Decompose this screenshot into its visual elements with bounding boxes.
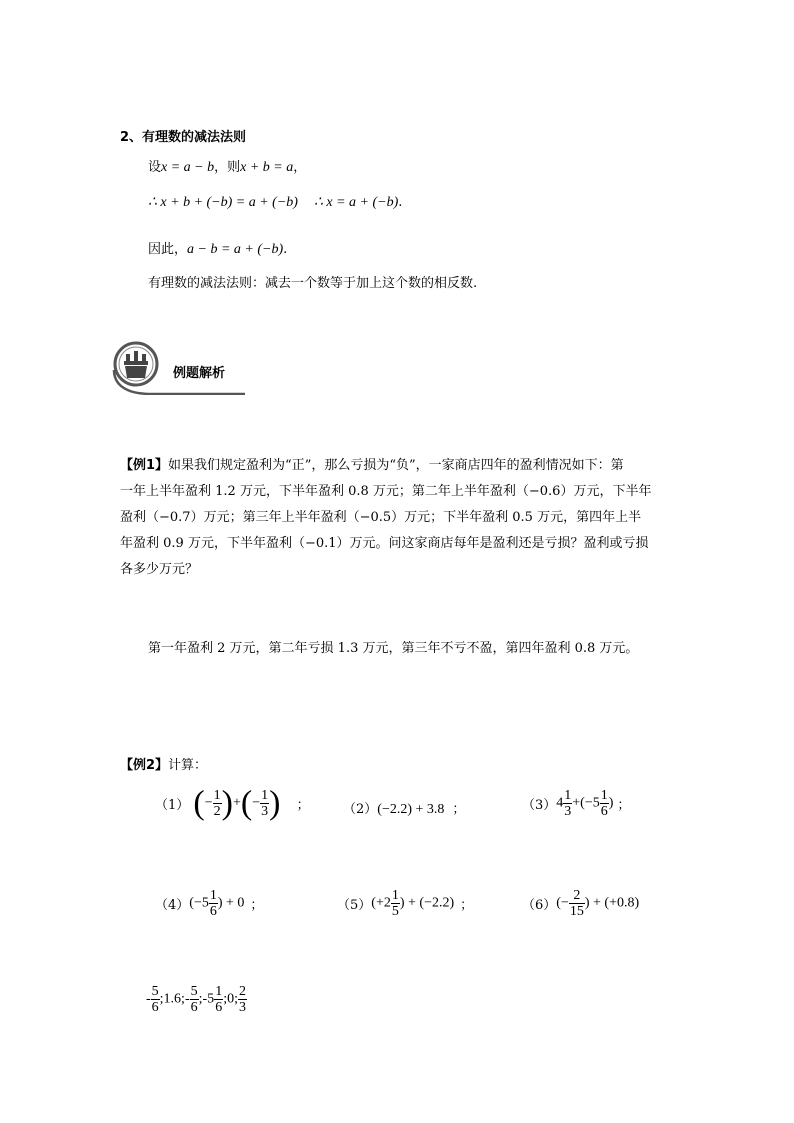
example1-tag: 【例1】 — [120, 458, 169, 473]
example2-answers: - $\frac{5}{6}$ ;1.6;- $\frac{5}{6}$ ;-5 $\frac{1}{6}$ ;0; $\frac{2}{3}$ — [146, 984, 246, 1015]
subtraction-rule: 有理数的减法法则：减去一个数等于加上这个数的相反数. — [148, 276, 478, 291]
fraction: $\frac{1}{5}$ — [391, 888, 399, 919]
line1-prefix: 设 — [148, 160, 162, 175]
fraction: $\frac{1}{6}$ — [209, 888, 217, 919]
line1-expr-2: x + b = a — [240, 160, 294, 175]
banner-label: 例题解析 — [173, 366, 226, 381]
fraction: $\frac{2}{3}$ — [238, 984, 246, 1015]
derivation-line-2 — [148, 194, 402, 211]
line1-mid: ，则 — [214, 160, 241, 175]
line3-expr: a − b = a + (−b) — [187, 242, 284, 257]
example1-line-4: 年盈利 0.9 万元，下半年盈利（−0.1）万元。问这家商店每年是盈利还是亏损？盈利或亏损 — [120, 536, 649, 551]
example2-intro: 计算： — [168, 758, 208, 773]
problem1-label: （1） — [155, 798, 190, 813]
example2-tag: 【例2】 — [120, 758, 169, 773]
line3-end: . — [283, 242, 288, 257]
example1-line-2: 一年上半年盈利 1.2 万元，下半年盈利 0.8 万元；第二年上半年盈利（−0.6）万元，下半年 — [120, 484, 652, 499]
problem-4: （4）(−5 $\frac{1}{6}$ ) + 0 ； — [155, 888, 264, 919]
problem-6: （6）(− $\frac{2}{15}$ ) + (+0.8) — [522, 888, 640, 919]
line2-expr-b: ∴ x = a + (−b) — [313, 195, 399, 210]
fraction: $\frac{1}{6}$ — [600, 788, 608, 819]
example-2-heading — [120, 754, 207, 773]
line2-end: . — [398, 195, 403, 210]
example1-line-3: 盈利（−0.7）万元；第三年上半年盈利（−0.5）万元；下半年盈利 0.5 万元，第四年上半 — [120, 510, 642, 525]
fraction: $\frac{5}{6}$ — [151, 984, 159, 1015]
section-title: 2、有理数的减法法则 — [120, 130, 247, 145]
fraction: $\frac{1}{6}$ — [215, 984, 223, 1015]
problem-5: （5）(+2 $\frac{1}{5}$ ) + (−2.2) ； — [337, 888, 474, 919]
example1-answer: 第一年盈利 2 万元，第二年亏损 1.3 万元，第三年不亏不盈，第四年盈利 0.8 万元。 — [148, 641, 639, 656]
example-1 — [120, 453, 690, 583]
line2-expr-a: ∴ x + b + (−b) = a + (−b) — [148, 195, 298, 210]
line1-end: ， — [293, 160, 307, 175]
line3-prefix: 因此， — [148, 242, 188, 257]
problem-3: （3）4 $\frac{1}{3}$ +(−5 $\frac{1}{6}$ ) ； — [522, 788, 631, 819]
fraction: $\frac{1}{2}$ — [213, 788, 221, 819]
fraction: $\frac{1}{3}$ — [564, 788, 572, 819]
derivation-line-3 — [148, 238, 287, 258]
example1-line-5: 各多少万元？ — [120, 562, 199, 577]
fraction: $\frac{1}{3}$ — [261, 788, 269, 819]
derivation-line-1 — [148, 156, 306, 176]
line1-expr-1: x = a − b — [161, 160, 215, 175]
example1-line-1: 【例1】如果我们规定盈利为“正”，那么亏损为“负”，一家商店四年的盈利情况如下：第 — [120, 458, 624, 473]
fraction: $\frac{5}{6}$ — [190, 984, 198, 1015]
problem-1: （1） (− $\frac{1}{2}$ )+(− $\frac{1}{3}$ ) ； — [155, 784, 310, 822]
problem-2: （2）(−2.2) + 3.8 ； — [343, 802, 466, 817]
fraction: $\frac{2}{15}$ — [569, 888, 584, 919]
